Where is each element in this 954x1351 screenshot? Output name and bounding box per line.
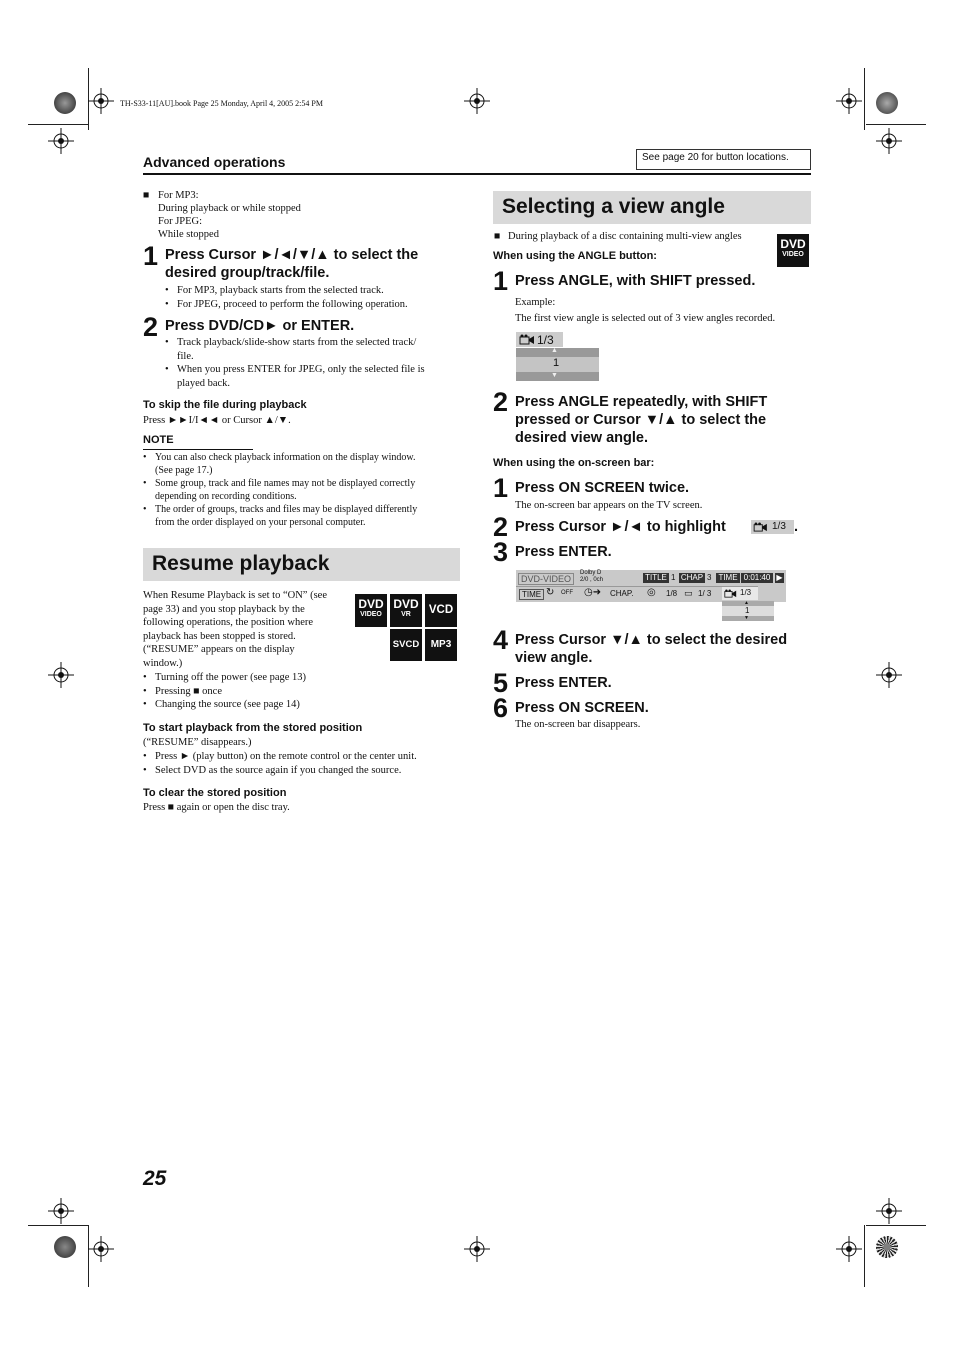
- section-label: Advanced operations: [143, 154, 286, 170]
- list-item: • You can also check playback information on the display window. (See page 17.): [143, 451, 461, 477]
- note-heading: NOTE: [143, 434, 174, 446]
- list-item: • When you press ENTER for JPEG, only the selected file is played back.: [165, 363, 465, 390]
- list-item: • Select DVD as the source again if you changed the source.: [143, 764, 461, 778]
- see-page-box: See page 20 for button locations.: [636, 149, 811, 170]
- up-arrow-icon: ▲: [744, 600, 749, 606]
- angle-title: Selecting a view angle: [502, 195, 725, 218]
- start-text: (“RESUME” disappears.): [143, 737, 252, 748]
- osd-angle-cell: 1/3: [722, 587, 758, 600]
- mp3-badge: MP3: [425, 629, 457, 661]
- list-item: • Press ► (play button) on the remote control or the center unit.: [143, 750, 461, 764]
- registration-mark: [48, 662, 74, 688]
- intro-bullet-icon: ■: [143, 190, 150, 201]
- skip-text: Press ►►I/I◄◄ or Cursor ▲/▼.: [143, 415, 291, 426]
- step-number: 2: [143, 312, 159, 342]
- step-instruction: Press ON SCREEN twice.: [515, 480, 690, 496]
- angle-intro: During playback of a disc containing multi-view angles: [508, 231, 742, 242]
- color-target-dot: [876, 92, 898, 114]
- step-number: 1: [493, 473, 509, 503]
- osd-chap-value: 3: [707, 573, 712, 582]
- osd-time-value: 0:01:40: [741, 573, 773, 583]
- registration-mark: [876, 128, 902, 154]
- clock-icon: ◷➜: [584, 587, 602, 598]
- osd-title-label: TITLE: [643, 573, 669, 583]
- registration-mark: [876, 1198, 902, 1224]
- color-target-dot: [54, 92, 76, 114]
- example-label: Example:: [515, 297, 556, 308]
- clear-heading: To clear the stored position: [143, 787, 287, 799]
- osd-time-label: TIME: [716, 573, 740, 583]
- intro-line: For JPEG:: [158, 216, 203, 227]
- registration-mark: [836, 1236, 862, 1262]
- osd-subtitle-value: 1/ 3: [698, 589, 712, 598]
- step-instruction: view angle.: [515, 650, 593, 666]
- step-number: 2: [493, 387, 509, 417]
- osd-chap-label: CHAP: [680, 573, 704, 582]
- file-info: TH-S33-11[AU].book Page 25 Monday, April 4, 2005 2:54 PM: [120, 99, 323, 108]
- resume-title: Resume playback: [152, 552, 330, 575]
- step-instruction: Press Cursor ►/◄/▼/▲ to select the: [165, 247, 419, 263]
- list-item: • Pressing ■ once: [143, 685, 443, 699]
- step-number: 5: [493, 668, 509, 698]
- angle-value: 1/3: [537, 333, 554, 347]
- intro-line: During playback or while stopped: [158, 203, 301, 214]
- list-item: • Changing the source (see page 14): [143, 698, 443, 712]
- step-instruction: Press ANGLE, with SHIFT pressed.: [515, 273, 756, 289]
- note-list: [143, 451, 461, 529]
- registration-mark: [836, 88, 862, 114]
- step-instruction: Press Cursor ▼/▲ to select the desired: [515, 632, 788, 648]
- registration-mark: [88, 1236, 114, 1262]
- step-number: 2: [493, 512, 509, 542]
- start-bullets: [143, 750, 461, 777]
- svcd-badge: SVCD: [390, 629, 422, 661]
- color-target-dot: [54, 1236, 76, 1258]
- osd-angle-selected: 1: [745, 606, 750, 615]
- osd-title-value: 1: [671, 573, 676, 582]
- page-number: 25: [143, 1167, 167, 1190]
- registration-mark: [464, 1236, 490, 1262]
- skip-heading: To skip the file during playback: [143, 399, 307, 411]
- resume-bullets: [143, 671, 443, 712]
- osd-audio-channels: 2/0 , 0ch: [580, 577, 604, 583]
- angle-intro-bullet-icon: ■: [494, 231, 501, 242]
- list-item: • For MP3, playback starts from the selected track.: [165, 284, 465, 298]
- camera-icon: [519, 334, 535, 345]
- clear-text: Press ■ again or open the disc tray.: [143, 802, 290, 813]
- dvd-video-badge: DVD VIDEO: [777, 234, 809, 267]
- step-instruction: desired group/track/file.: [165, 265, 330, 281]
- osd-audio-value: 1/8: [666, 589, 678, 598]
- start-heading: To start playback from the stored position: [143, 722, 363, 734]
- step-bullets: [165, 284, 465, 311]
- list-item: • Turning off the power (see page 13): [143, 671, 443, 685]
- vcd-badge: VCD: [425, 594, 457, 627]
- step-note: The on-screen bar appears on the TV screen.: [515, 500, 703, 511]
- osd-repeat: OFF: [561, 590, 573, 596]
- angle-selected: 1: [553, 357, 560, 369]
- intro-line: While stopped: [158, 229, 219, 240]
- list-item: • Track playback/slide-show starts from the selected track/ file.: [165, 336, 465, 363]
- onscreen-bar-heading: When using the on-screen bar:: [493, 457, 655, 469]
- note-rule: [143, 449, 253, 450]
- audio-icon: ◎: [647, 587, 656, 598]
- step-number: 4: [493, 625, 509, 655]
- registration-mark: [48, 128, 74, 154]
- angle-icon-inline: 1/3: [751, 520, 794, 534]
- subtitle-icon: ▭: [684, 588, 693, 598]
- step-bullets: [165, 336, 465, 390]
- step-instruction: Press ENTER.: [515, 675, 612, 691]
- step-number: 1: [493, 266, 509, 296]
- list-item: • For JPEG, proceed to perform the following operation.: [165, 298, 465, 312]
- step-instruction: Press ENTER.: [515, 544, 612, 560]
- osd-next-arrow-icon: ▶: [776, 573, 783, 582]
- list-item: • The order of groups, tracks and files may be displayed differently from the order displayed on your personal computer.: [143, 503, 461, 529]
- resume-paragraph: When Resume Playback is set to “ON” (see page 33) and you stop playback by the following operations, the position where playback has been stopped is stored. (“RESUME” appears on the display window.): [143, 590, 327, 669]
- step-instruction: Press ANGLE repeatedly, with SHIFT: [515, 394, 768, 410]
- step-instruction: Press DVD/CD► or ENTER.: [165, 318, 355, 334]
- intro-line: For MP3:: [158, 190, 199, 201]
- up-arrow-icon: ▲: [551, 347, 558, 354]
- step-number: 6: [493, 693, 509, 723]
- registration-mark: [48, 1198, 74, 1224]
- dvd-vr-badge: DVD VR: [390, 594, 422, 627]
- osd-mode: DVD-VIDEO: [518, 573, 574, 585]
- osd-audio-format: Dolby D: [580, 570, 602, 576]
- step-instruction: pressed or Cursor ▼/▲ to select the: [515, 412, 767, 428]
- registration-mark: [464, 88, 490, 114]
- osd-time-button: TIME: [519, 589, 544, 600]
- repeat-icon: ↻: [546, 587, 555, 598]
- down-arrow-icon: ▼: [551, 372, 558, 379]
- down-arrow-icon: ▼: [744, 615, 749, 621]
- angle-button-heading: When using the ANGLE button:: [493, 250, 657, 262]
- registration-mark: [88, 88, 114, 114]
- example-text: The first view angle is selected out of 3 view angles recorded.: [515, 313, 776, 324]
- header-rule: [143, 173, 811, 175]
- dvd-video-badge: DVD VIDEO: [355, 594, 387, 627]
- step-tail: .: [794, 519, 799, 535]
- step-instruction: Press ON SCREEN.: [515, 700, 649, 716]
- registration-mark: [876, 662, 902, 688]
- camera-icon: [753, 522, 768, 532]
- color-target-dot: [876, 1236, 898, 1258]
- step-instruction: Press Cursor ►/◄ to highlight: [515, 519, 726, 535]
- step-number: 1: [143, 241, 159, 271]
- step-note: The on-screen bar disappears.: [515, 719, 641, 730]
- camera-icon: [724, 589, 737, 598]
- step-instruction: desired view angle.: [515, 430, 648, 446]
- step-number: 3: [493, 537, 509, 567]
- osd-chap-button: CHAP.: [610, 589, 634, 598]
- list-item: • Some group, track and file names may not be displayed correctly depending on recording conditions.: [143, 477, 461, 503]
